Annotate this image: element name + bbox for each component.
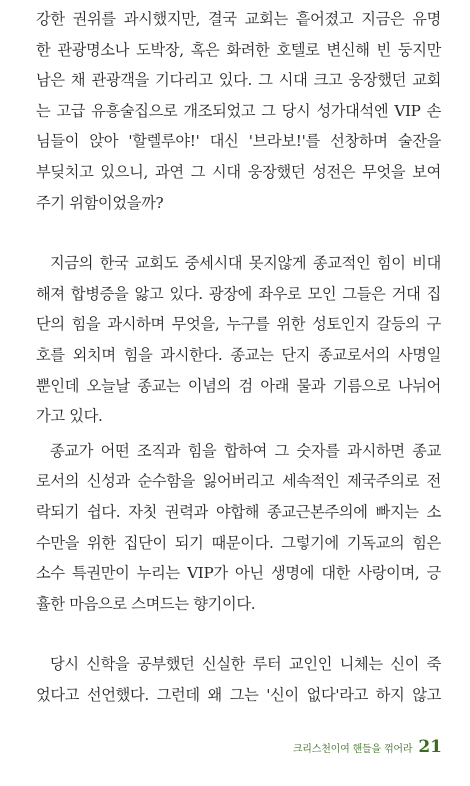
paragraph-4	[36, 649, 441, 710]
paragraph-gap	[36, 619, 441, 649]
page-footer	[293, 737, 442, 757]
running-footer-title: 크리스천이여 핸들을 꺾어라	[292, 744, 413, 755]
text-line: 지금의 한국 교회도 중세시대 못지않게 종교적인 힘이 비대	[50, 254, 441, 273]
text-line: 소수 특권만이 누리는 VIP가 아닌 생명에 대한 사랑이며, 긍	[36, 564, 441, 583]
text-line: 수만을 위한 집단이 되기 때문이다. 그렇기에 기독교의 힘은	[36, 533, 441, 552]
text-line: 강한 권위를 과시했지만, 결국 교회는 흩어졌고 지금은 유명	[36, 10, 441, 28]
text-line: 휼한 마음으로 스며드는 향기이다.	[36, 594, 256, 613]
text-line: 단의 힘을 과시하며 무엇을, 누구를 위한 성토인지 갈등의 구	[36, 315, 441, 334]
text-line: 한 관광명소나 도박장, 혹은 화려한 호텔로 변신해 빈 둥지만	[36, 40, 441, 59]
paragraph-3	[36, 436, 441, 620]
paragraph-gap	[36, 218, 441, 248]
text-line: 로서의 신성과 순수함을 잃어버리고 세속적인 제국주의로 전	[36, 472, 441, 491]
text-line: 남은 채 관광객을 기다리고 있다. 그 시대 크고 웅장했던 교회	[36, 71, 441, 90]
text-line: 부딪치고 있으니, 과연 그 시대 웅장했던 성전은 무엇을 보여	[36, 162, 441, 181]
paragraph-2	[36, 248, 441, 432]
text-line: 해져 합병증을 앓고 있다. 광장에 좌우로 모인 그들은 거대 집	[36, 284, 441, 303]
text-line: 뿐인데 오늘날 종교는 이념의 검 아래 물과 기름으로 나뉘어	[36, 376, 441, 395]
page-body	[36, 4, 441, 710]
text-line: 님들이 앉아 '할렐루야!' 대신 '브라보!'를 선창하며 술잔을	[36, 132, 441, 151]
text-line: 락되기 쉽다. 자칫 권력과 야합해 종교근본주의에 빠지는 소	[36, 502, 441, 521]
page-number: 21	[418, 737, 442, 757]
text-line: 호를 외치며 힘을 과시한다. 종교는 단지 종교로서의 사명일	[36, 345, 441, 364]
text-line: 당시 신학을 공부했던 신실한 루터 교인인 니체는 신이 죽	[50, 655, 441, 674]
text-line: 는 고급 유흥술집으로 개조되었고 그 당시 성가대석엔 VIP 손	[36, 101, 441, 120]
text-line: 가고 있다.	[36, 407, 103, 426]
text-line: 었다고 선언했다. 그런데 왜 그는 '신이 없다'라고 하지 않고	[36, 685, 441, 704]
paragraph-1	[36, 4, 441, 218]
text-line: 주기 위함이었을까?	[36, 193, 164, 212]
text-line: 종교가 어떤 조직과 힘을 합하여 그 숫자를 과시하면 종교	[50, 441, 441, 460]
